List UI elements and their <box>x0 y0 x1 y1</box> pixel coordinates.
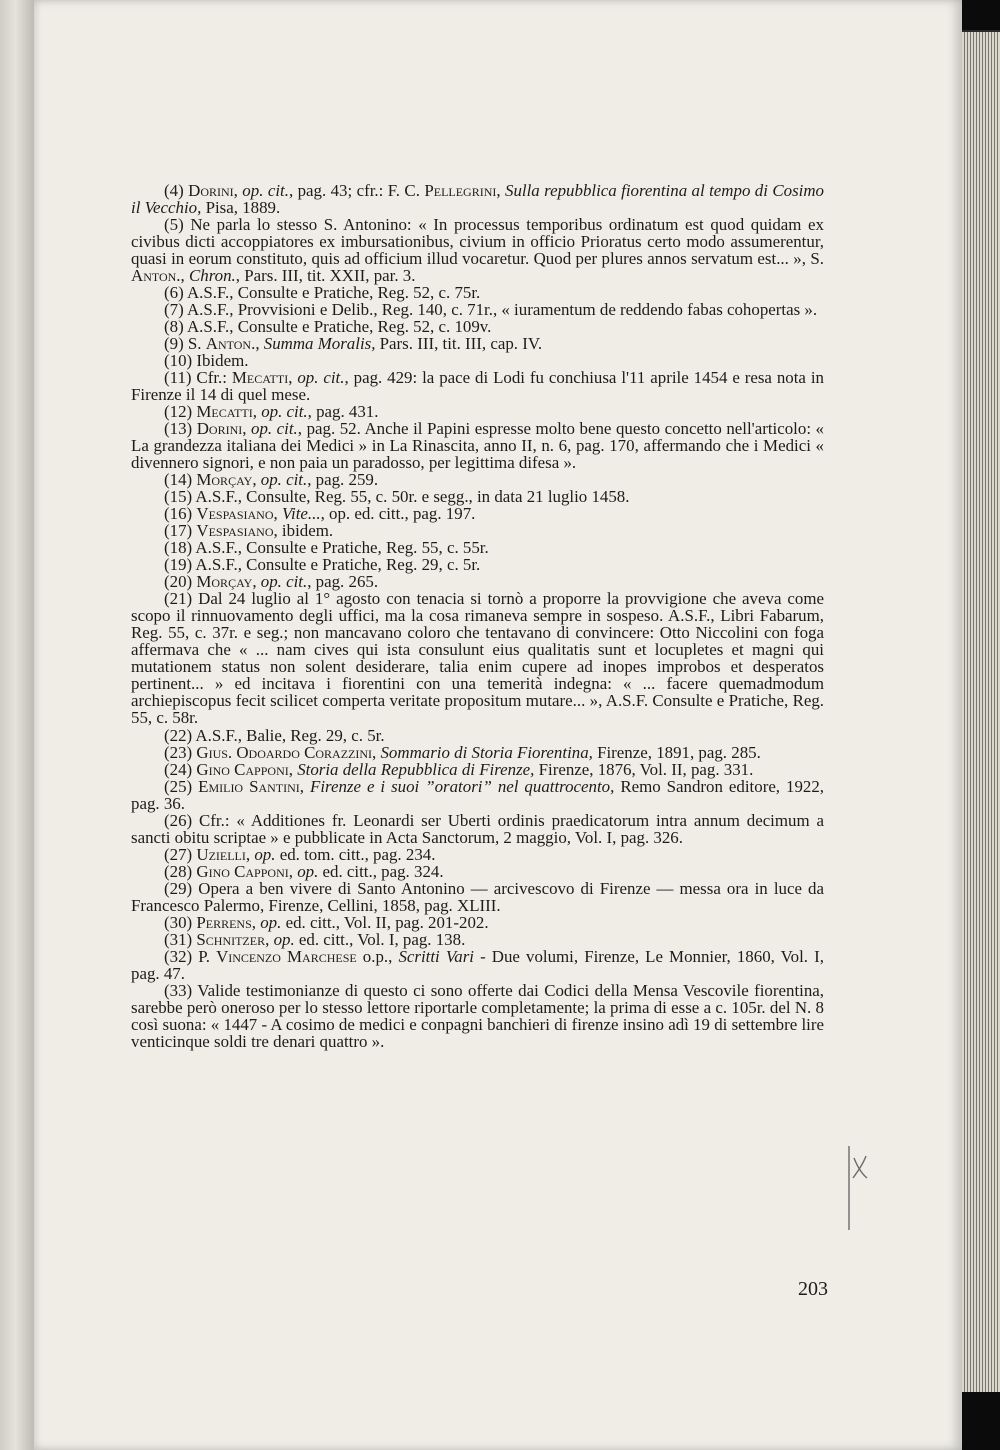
author-name: Gino Capponi <box>196 861 289 881</box>
note-text: , op. ed. citt., pag. 197. <box>320 504 476 524</box>
footnote <box>131 727 824 744</box>
footnote <box>131 761 824 778</box>
work-title: Chron. <box>189 266 236 286</box>
footnote <box>131 522 824 539</box>
footnote <box>131 846 824 863</box>
note-text: , pag. 429: la pace di Lodi fu conchiusa l'11 aprile 1454 e resa nota in Firenze il 14 di quel mese. <box>131 368 824 405</box>
author-name: Uzielli <box>196 844 246 864</box>
author-name: Perrens <box>196 912 252 932</box>
footnote <box>131 539 824 556</box>
work-title: Scritti Vari <box>398 946 474 966</box>
note-text: , <box>245 844 255 864</box>
footnote <box>131 931 824 948</box>
footnote <box>131 318 824 335</box>
footnote <box>131 182 824 216</box>
footnote <box>131 812 824 846</box>
author-name: Vespasiano <box>196 504 274 524</box>
author-name: Anton. <box>205 334 256 354</box>
footnote <box>131 505 824 522</box>
note-text: (14) <box>164 470 197 490</box>
work-title: Vite... <box>281 504 321 524</box>
footnote <box>131 403 824 420</box>
note-text: (16) <box>164 504 197 524</box>
book-gutter-edge <box>0 0 34 1450</box>
note-text: Remo Sandron editore, 1922, pag. 36. <box>131 776 825 813</box>
note-text: , <box>496 181 506 200</box>
footnote <box>131 369 824 403</box>
note-text: , pag. 43; cfr.: F. C. <box>288 181 425 200</box>
author-name: Mecatti <box>196 402 253 422</box>
work-title: op. <box>260 912 282 932</box>
work-title: op. cit. <box>261 402 308 422</box>
author-name: Emilio Santini <box>198 776 300 796</box>
author-name: Morçay <box>196 572 253 592</box>
note-text: , <box>255 334 264 354</box>
note-text: (25) <box>164 776 199 796</box>
note-text: (32) P. <box>164 946 217 966</box>
note-text: Firenze, 1891, pag. 285. <box>592 742 761 762</box>
note-text: , <box>252 470 261 490</box>
note-text: , <box>242 419 252 439</box>
footnote <box>131 335 824 352</box>
note-text: (12) <box>164 402 197 422</box>
note-text: , <box>233 181 243 200</box>
note-text: , pag. 52. Anche il Papini espresse molto bene questo concetto nell'articolo: « La grandezza italiana dei Medici » in La Rinascita, anno II, n. 6, pag. 170, affermando che i Medici « divennero signori, e non paia un paradosso, per legittima difesa ». <box>131 419 825 473</box>
footnote <box>131 471 824 488</box>
footnote <box>131 863 824 880</box>
note-text: , <box>252 572 261 592</box>
note-text: , <box>288 759 298 779</box>
work-title: Sommario di Storia Fiorentina, <box>380 742 593 762</box>
work-title: op. cit. <box>297 368 345 388</box>
note-text: o.p., <box>356 946 399 966</box>
footnote <box>131 914 824 931</box>
note-text: (29) Opera a ben vivere di Santo Antonino — arcivescovo di Firenze — messa ora in luce da Francesco Palermo, Firenze, Cellini, 1858, pag. XLIII. <box>131 878 824 915</box>
author-name: Dorini <box>196 419 243 439</box>
note-text: (7) A.S.F., Provvisioni e Delib., Reg. 140, c. 71r., « iuramentum de reddendo fabas cohopertas ». <box>164 300 818 320</box>
work-title: Summa Moralis, <box>263 334 376 354</box>
footnote <box>131 778 824 812</box>
note-text: (19) A.S.F., Consulte e Pratiche, Reg. 29, c. 5r. <box>164 555 481 575</box>
note-text: , <box>273 504 282 524</box>
author-name: Morçay <box>196 470 253 490</box>
note-text: , <box>252 402 262 422</box>
footnote <box>131 573 824 590</box>
note-text: - Due volumi, Firenze, Le Monnier, 1860, Vol. I, pag. 47. <box>131 946 824 983</box>
author-name: Gino Capponi <box>196 759 289 779</box>
author-name: Vespasiano <box>196 521 274 541</box>
footnote <box>131 556 824 573</box>
note-text: (28) <box>164 861 197 881</box>
note-text: (23) <box>164 742 197 762</box>
footnote <box>131 744 824 761</box>
note-text: Firenze, 1876, Vol. II, pag. 331. <box>534 759 754 779</box>
note-text: (20) <box>164 572 197 592</box>
note-text: (27) <box>164 844 197 864</box>
work-title: op. <box>273 929 295 949</box>
page-number: 203 <box>798 1278 828 1300</box>
work-title: Storia della Repubblica di Firenze, <box>297 759 535 779</box>
note-text: ed. citt., Vol. I, pag. 138. <box>294 929 466 949</box>
note-text: (9) S. <box>164 334 206 354</box>
note-text: Pisa, 1889. <box>201 198 281 218</box>
note-text: , ibidem. <box>273 521 334 541</box>
pencil-margin-mark-icon <box>836 1138 876 1238</box>
note-text: , <box>251 912 261 932</box>
note-text: , <box>180 266 189 286</box>
author-name: Dorini <box>188 181 234 200</box>
note-text: , <box>288 368 298 388</box>
work-title: op. cit. <box>242 181 289 200</box>
note-text: , <box>265 929 274 949</box>
work-title: op. cit. <box>251 419 298 439</box>
note-text: (33) Valide testimonianze di questo ci sono offerte dai Codici della Mensa Vescovile fiorentina, sarebbe però oneroso per lo stesso lettore riportarle completamente; la prima di esse a c. 105r. del N. 8 così suona: « 1447 - A cosimo de medici e conpagni banchieri di firenze insino adì 19 di settembre lire venticinque soldi tre denari quattro ». <box>131 980 824 1051</box>
note-text: (11) Cfr.: <box>164 368 232 388</box>
footnote <box>131 590 824 726</box>
footnotes-list <box>131 182 824 1050</box>
note-text: , pag. 265. <box>307 572 379 592</box>
note-text: ed. tom. citt., pag. 234. <box>275 844 436 864</box>
work-title: Sulla repubblica fiorentina al tempo di Cosimo il Vecchio, <box>131 181 824 218</box>
footnote <box>131 420 824 471</box>
note-text: (18) A.S.F., Consulte e Pratiche, Reg. 55, c. 55r. <box>164 538 489 558</box>
note-text: (10) Ibidem. <box>164 351 249 371</box>
work-title: op. <box>254 844 276 864</box>
work-title: op. cit. <box>260 470 308 490</box>
footnote <box>131 284 824 301</box>
note-text: , <box>372 742 381 762</box>
note-text: (31) <box>164 929 197 949</box>
note-text: (22) A.S.F., Balie, Reg. 29, c. 5r. <box>164 725 385 745</box>
footnote <box>131 488 824 505</box>
author-name: Anton. <box>131 266 181 286</box>
note-text: , pag. 259. <box>307 470 379 490</box>
author-name: Gius. Odoardo Corazzini <box>196 742 373 762</box>
note-text: (21) Dal 24 luglio al 1° agosto con tenacia si tornò a proporre la provvigione che aveva come scopo il rinnuovamento degli uffici, ma la cosa rimaneva sempre in sospeso. A.S.F., Libri Fabarum, Reg. 55, c. 37r. e seg.; non mancavano coloro che tentavano di convincere: Otto Niccolini con foga affermava che « ... nam cives qui ista consulunt eius qualitatis sunt et locupletes et magni qui mutationem status non solent desiderare, talia enim cupere ad inopes improbos et desperatos pertinent... » ed incitava i fiorentini con una temerità indegna: « ... facere quemadmodum archiepiscopus fecit scilicet comperta veritate propositum mutare... », A.S.F. Consulte e Pratiche, Reg. 55, c. 58r. <box>131 589 824 728</box>
author-name: Schnitzer <box>196 929 266 949</box>
note-text: , <box>288 861 298 881</box>
author-name: Mecatti <box>231 368 289 388</box>
note-text: ed. citt., Vol. II, pag. 201-202. <box>281 912 489 932</box>
note-text: , pag. 431. <box>307 402 379 422</box>
footnote <box>131 352 824 369</box>
note-text: (24) <box>164 759 197 779</box>
author-name: Pellegrini <box>424 181 497 200</box>
note-text: (15) A.S.F., Consulte, Reg. 55, c. 50r. e segg., in data 21 luglio 1458. <box>164 487 630 507</box>
note-text: (30) <box>164 912 197 932</box>
footnote <box>131 948 824 982</box>
note-text: ed. citt., pag. 324. <box>318 861 444 881</box>
note-text: Pars. III, tit. III, cap. IV. <box>375 334 543 354</box>
note-text: (4) <box>164 181 189 200</box>
author-name: Vincenzo Marchese <box>216 946 357 966</box>
note-text: (5) Ne parla lo stesso S. Antonino: « In processus temporibus ordinatum est quod quidam ex civibus dicti accoppiatores ex imbursationibus, civium in officio Prioratus certo modo assumerentur, quasi in eorum constituto, quis ad officium illud vocaretur. Quod per plures annos servatum est... », S. <box>131 215 824 269</box>
page-stack-edge <box>962 30 1000 1392</box>
work-title: op. cit. <box>260 572 308 592</box>
note-text: (13) <box>164 419 197 439</box>
footnote <box>131 880 824 914</box>
note-text: , Pars. III, tit. XXII, par. 3. <box>235 266 416 286</box>
footnote <box>131 301 824 318</box>
work-title: op. <box>297 861 319 881</box>
note-text: (26) Cfr.: « Additiones fr. Leonardi ser Uberti ordinis praedicatorum intra annum decimum a sancti obitu scriptae » e pubblicate in Acta Sanctorum, 2 maggio, Vol. I, pag. 326. <box>131 810 824 847</box>
footnote <box>131 982 824 1050</box>
work-title: Firenze e i suoi ”oratori” nel quattrocento, <box>310 776 615 796</box>
footnote <box>131 216 824 284</box>
note-text: (8) A.S.F., Consulte e Pratiche, Reg. 52, c. 109v. <box>164 317 492 337</box>
note-text: (6) A.S.F., Consulte e Pratiche, Reg. 52, c. 75r. <box>164 283 481 303</box>
note-text: , <box>299 776 310 796</box>
note-text: (17) <box>164 521 197 541</box>
